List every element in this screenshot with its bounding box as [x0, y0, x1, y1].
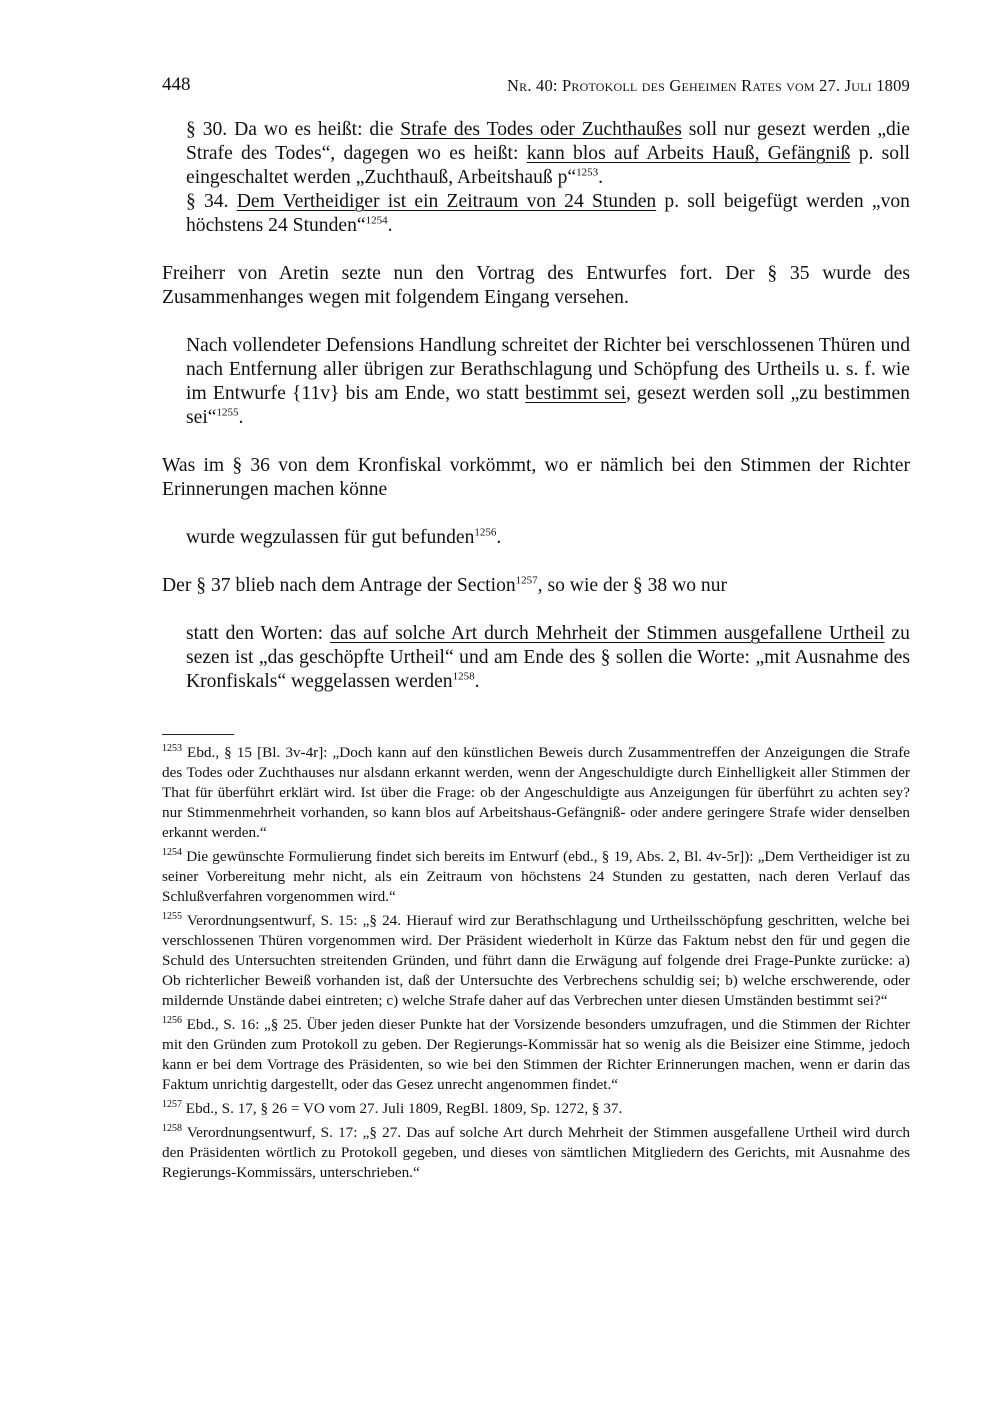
footnote-ref: 1254: [365, 214, 388, 227]
text-run: zu sezen ist „das geschöpfte Urtheil“ und am Ende des § sollen die Worte: „mit Ausnahme des Kronfiskals“ weggelassen werden: [186, 623, 910, 692]
footnote-text: Ebd., § 15 [Bl. 3v-4r]: „Doch kann auf den künstlichen Beweis durch Zusammentreffen der Anzeigungen die Strafe des Todes oder Zuchthauses nur alsdann erkannt werden, wenn der Angeschuldigte durch Einhelligkeit aller Stimmen der That für überführt erklärt wird. Ist über die Frage: ob der Angeschuldigte aus Anzeigungen für überführt zu achten sey? nur Stimmenmehrheit vorhanden, so kann blos auf Arbeitshaus-Gefängniß- oder andere geringere Strafe wider denselben erkannt werden.“: [162, 744, 910, 841]
footnote-number: 1254: [162, 846, 182, 858]
paragraph-aretin: Freiherr von Aretin sezte nun den Vortrag des Entwurfes fort. Der § 35 wurde des Zusammenhanges wegen mit folgendem Eingang versehen.: [162, 263, 910, 308]
text-run: § 34.: [186, 191, 237, 212]
spacer: [162, 598, 910, 622]
footnote-text: Ebd., S. 16: „§ 25. Über jeden dieser Punkte hat der Vorsizende besonders umzufragen, und die Stimmen der Richter mit den Gründen zum Protokoll zu geben. Der Regierungs-Kommissär hat so wenig als die Beisizer eine Stimme, jedoch kann er bei dem Vortrage des Präsidenten, so wie bei den Stimmen der Richter Erinnerungen machen, wenn er darin das Faktum unrichtig dargestellt, oder das Gesez unrecht angenommen findet.“: [162, 1016, 910, 1093]
footnote-ref: 1253: [576, 166, 599, 179]
footnote-ref: 1258: [452, 670, 475, 683]
footnote-number: 1258: [162, 1122, 182, 1134]
footnote-ref: 1257: [515, 574, 538, 587]
underlined-text: Dem Vertheidiger ist ein Zeitraum von 24 Stunden: [236, 191, 657, 212]
underlined-text: Strafe des Todes oder Zuchthaußes: [400, 119, 682, 140]
footnote-1257: [162, 1099, 910, 1119]
footnote-text: Verordnungsentwurf, S. 17: „§ 27. Das auf solche Art durch Mehrheit der Stimmen ausgefallene Urtheil wird durch den Präsidenten wörtlich zu Protokoll gegeben, und dieses von sämtlichen Mitgliedern des Gerichts, mit Ausnahme des Regierungs-Kommissärs, unterschrieben.“: [162, 1124, 910, 1181]
text-run: .: [496, 527, 502, 548]
text-run: p. soll beigefügt werden „von höchstens 24 Stunden“: [186, 191, 910, 236]
paragraph-section-37: [162, 574, 910, 598]
text-run: § 30. Da wo es heißt: die: [186, 119, 401, 140]
spacer: [162, 430, 910, 454]
footnote-1258: [162, 1123, 910, 1183]
paragraph-wegzulassen: [186, 526, 910, 550]
page-header: [162, 74, 910, 100]
text-run: soll nur gesezt werden „die Strafe des Todes“, dagegen wo es heißt:: [186, 119, 910, 164]
footnote-text: Verordnungsentwurf, S. 15: „§ 24. Hierauf wird zur Berathschlagung und Urtheilsschöpfung geschritten, welche bei verschlossenen Thüren vorgenommen wird. Der Präsident wiederholt in Kürze das Faktum nebst den für und gegen die Schuld des Untersuchten streitenden Gründen, und führt dann die Erwägung auf folgende drei Frage-Punkte zurücke: a) Ob richterlicher Beweiß vorhanden ist, daß der Untersuchte des Verbrechens schuldig sei; b) welche erschwerende, oder mildernde Unstände dabei eintreten; c) welche Strafe daher auf das Verbrechen unter diesen Umständen bestimmt sei?“: [162, 912, 910, 1009]
text-run: .: [474, 671, 480, 692]
paragraph-section-34: [186, 190, 910, 238]
text-run: Der § 37 blieb nach dem Antrage der Section: [162, 575, 516, 596]
footnote-1256: [162, 1015, 910, 1095]
text-run: statt den Worten:: [186, 623, 331, 644]
spacer: [162, 502, 910, 526]
footnote-ref: 1256: [474, 526, 497, 539]
footnotes: [162, 743, 910, 1187]
footnote-number: 1256: [162, 1014, 182, 1026]
underlined-text: das auf solche Art durch Mehrheit der Stimmen ausgefallene Urtheil: [330, 623, 885, 644]
text-run: Nach vollendeter Defensions Handlung schreitet der Richter bei verschlossenen Thüren und nach Entfernung aller übrigen zur Berathschlagung und Schöpfung des Urtheils u. s. f. wie im Entwurfe {11v} bis am Ende, wo statt: [186, 335, 910, 404]
underlined-text: bestimmt sei: [525, 383, 627, 404]
footnote-1253: [162, 743, 910, 843]
spacer: [162, 238, 910, 262]
text-run: .: [598, 167, 604, 188]
footnote-text: Ebd., S. 17, § 26 = VO vom 27. Juli 1809, RegBl. 1809, Sp. 1272, § 37.: [182, 1100, 623, 1117]
text-run: p. soll eingeschaltet werden „Zuchthauß, Arbeitshauß p“: [186, 143, 910, 188]
paragraph-section-36: Was im § 36 von dem Kronfiskal vorkömmt, wo er nämlich bei den Stimmen der Richter Erinnerungen machen könne: [162, 455, 910, 500]
text-run: .: [387, 215, 393, 236]
page-number: 448: [162, 74, 191, 95]
text-run: , gesezt werden soll „zu bestimmen sei“: [186, 383, 910, 428]
text-run: , so wie der § 38 wo nur: [537, 575, 728, 596]
footnote-ref: 1255: [216, 406, 239, 419]
text-run: wurde wegzulassen für gut befunden: [186, 527, 475, 548]
footnote-number: 1255: [162, 910, 182, 922]
spacer: [162, 310, 910, 334]
footnote-divider: [162, 734, 234, 735]
footnote-1255: [162, 911, 910, 1011]
footnote-1254: [162, 847, 910, 907]
paragraph-section-30: [186, 118, 910, 190]
footnote-number: 1253: [162, 742, 182, 754]
spacer: [162, 550, 910, 574]
footnote-number: 1257: [162, 1098, 182, 1110]
running-title: Nr. 40: Protokoll des Geheimen Rates vom 27. Juli 1809: [507, 76, 910, 95]
paragraph-statt-den-worten: [186, 622, 910, 694]
paragraph-defensions: [186, 334, 910, 430]
footnote-text: Die gewünschte Formulierung findet sich bereits im Entwurf (ebd., § 19, Abs. 2, Bl. 4v-5r]): „Dem Vertheidiger ist zu seiner Vorbereitung mehr nicht, als ein Zeitraum von höchstens 24 Stunden zu gestatten, nach deren Verlauf das Schlußverfahren vorgenommen wird.“: [162, 848, 910, 905]
text-run: .: [238, 407, 244, 428]
main-text: [162, 118, 910, 694]
underlined-text: kann blos auf Arbeits Hauß, Gefängniß: [526, 143, 851, 164]
